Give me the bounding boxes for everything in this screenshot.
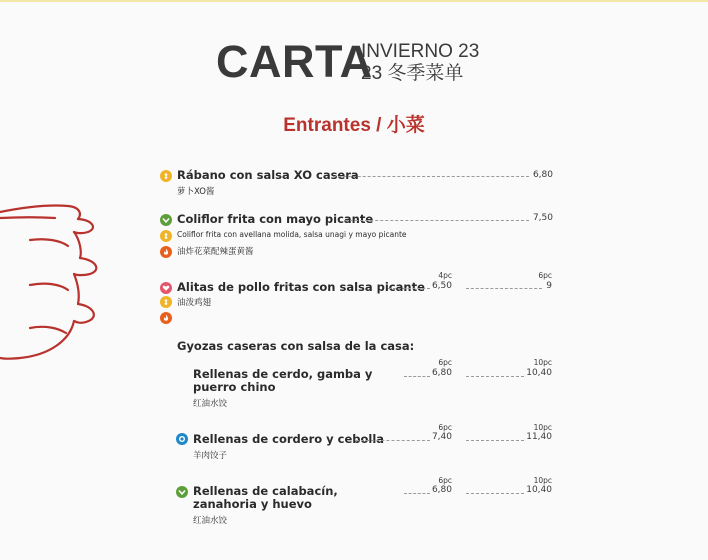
dish-price: 7,50: [532, 213, 553, 223]
portion-size: 10pc: [533, 423, 552, 432]
dish-name: Alitas de pollo fritas con salsa picante: [177, 280, 425, 294]
dish-name: Rellenas de calabacín, zanahoria y huevo: [193, 484, 338, 511]
dish-name-zh: 油泼鸡翅: [177, 298, 212, 308]
season-subtitle: [361, 41, 479, 85]
dotted-leader: [333, 176, 529, 177]
season-zh: 23 冬季菜单: [361, 63, 464, 84]
dish-name: Rellenas de cordero y cebolla: [193, 432, 385, 446]
dish-price: 6,80: [431, 485, 452, 495]
portion-size: 10pc: [533, 358, 552, 367]
dish-price: 9: [546, 281, 552, 291]
portion-size: 6pc: [438, 358, 452, 367]
orange-spicy-icon: [160, 312, 172, 324]
portion-size: 6pc: [438, 476, 452, 485]
page-title: CARTA: [216, 36, 373, 87]
yellow-allergen-icon: [160, 296, 172, 308]
season-es: INVIERNO 23: [361, 41, 480, 62]
portion-size: 4pc: [438, 271, 452, 280]
dish-name-zh: 油炸花菜配辣蛋黄酱: [177, 247, 254, 257]
dish-price: 6,80: [431, 368, 452, 378]
dish-name: Coliflor frita con mayo picante: [177, 212, 374, 226]
yellow-allergen-icon: [160, 170, 172, 182]
dish-price: 11,40: [526, 432, 552, 442]
dish-name-zh: 羊肉饺子: [193, 451, 228, 461]
portion-size: 10pc: [533, 476, 552, 485]
dish-name-zh: 萝卜XO酱: [177, 187, 215, 197]
dish-name-zh: 红油水饺: [193, 399, 228, 409]
dish-price: 6,50: [431, 281, 452, 291]
dish-price: 6,80: [532, 170, 553, 180]
dish-name-zh: 红油水饺: [193, 516, 228, 526]
portion-size: 6pc: [438, 423, 452, 432]
dotted-leader: [466, 493, 524, 494]
green-vegetarian-icon: [176, 486, 188, 498]
yellow-allergen-icon: [160, 230, 172, 242]
blue-ring-icon: [176, 433, 188, 445]
group-title: Gyozas caseras con salsa de la casa:: [177, 339, 415, 353]
orange-spicy-icon: [160, 246, 172, 258]
dish-price: 7,40: [431, 432, 452, 442]
hand-illustration: [0, 200, 110, 365]
pink-heart-icon: [160, 282, 172, 294]
dish-description: Coliflor frita con avellana molida, salsa unagi y mayo picante: [177, 230, 407, 239]
dotted-leader: [345, 220, 529, 221]
dish-price: 10,40: [526, 485, 552, 495]
dish-name: Rellenas de cerdo, gamba y puerro chino: [193, 367, 373, 394]
portion-size: 6pc: [538, 271, 552, 280]
dotted-leader: [466, 376, 524, 377]
dish-price: 10,40: [526, 368, 552, 378]
top-divider: [0, 0, 708, 2]
dotted-leader: [466, 440, 524, 441]
section-title: Entrantes / 小菜: [283, 115, 425, 136]
green-vegetarian-icon: [160, 214, 172, 226]
dish-name: Rábano con salsa XO casera: [177, 168, 359, 182]
dotted-leader: [356, 440, 430, 441]
